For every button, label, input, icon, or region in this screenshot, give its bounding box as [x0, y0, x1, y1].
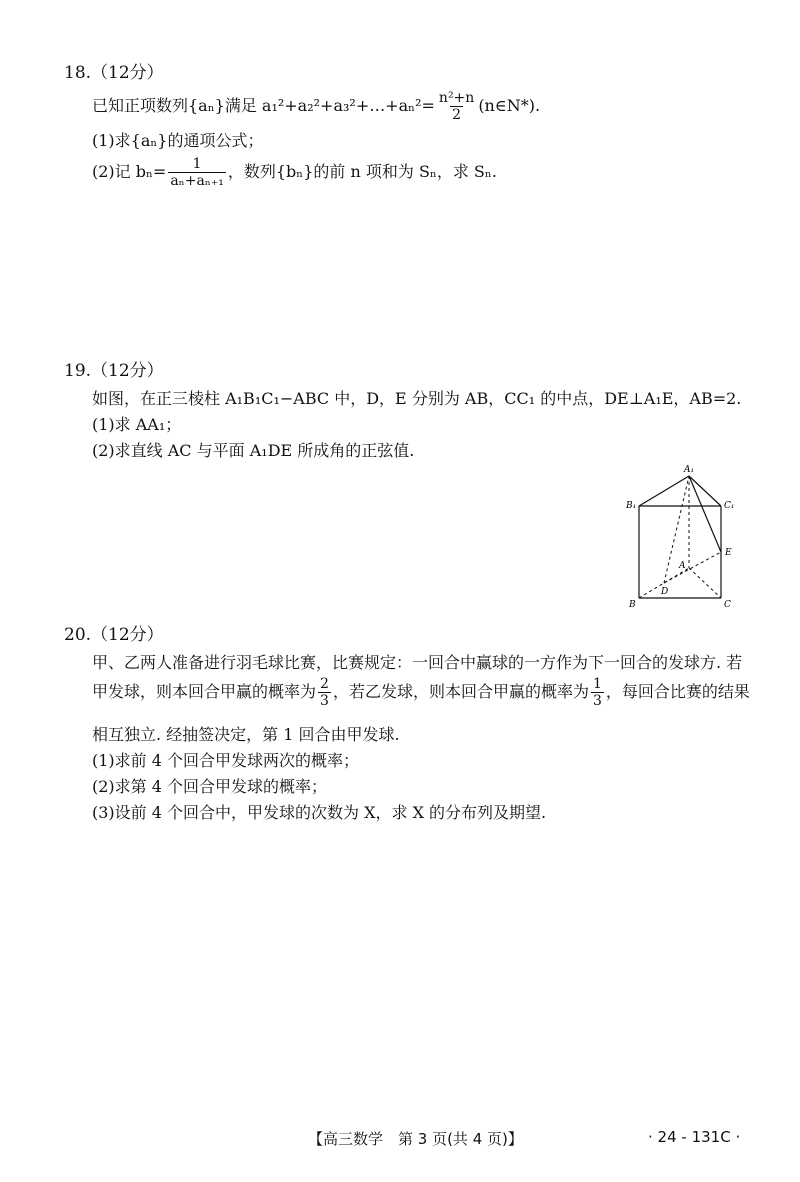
problem-19-head: 19.（12分） — [64, 361, 164, 381]
p19-q2-text: (2)求直线 AC 与平面 A₁DE 所成角的正弦值. — [92, 441, 415, 460]
edge-b1-a1 — [639, 476, 689, 506]
problem-18-stem-line — [92, 90, 540, 123]
p20-frac1-den: 3 — [320, 693, 329, 709]
p20-q2-text: (2)求第 4 个回合甲发球的概率； — [92, 777, 328, 796]
problem-19 — [64, 360, 754, 382]
prism-figure — [625, 462, 745, 612]
p20-line2-prefix: 甲发球，则本回合甲赢的概率为 — [92, 682, 317, 701]
p19-q1-text: (1)求 AA₁； — [92, 415, 182, 434]
label-a1: A₁ — [684, 465, 695, 475]
edge-a-c — [689, 568, 721, 598]
p18-q2-frac-num: 1 — [192, 156, 202, 172]
p18-q2-frac-den: aₙ+aₙ₊₁ — [170, 173, 224, 189]
p20-frac2-num: 1 — [592, 676, 602, 692]
problem-18-q2 — [64, 152, 754, 196]
footer-code: · 24 - 131C · — [648, 1128, 741, 1146]
problem-18-head: 18.（12分） — [64, 63, 164, 83]
segment-a1-e — [689, 476, 721, 552]
p18-q2-fraction — [168, 156, 226, 189]
p19-stem-text: 如图，在正三棱柱 A₁B₁C₁−ABC 中，D，E 分别为 AB，CC₁ 的中点，DE⊥A₁E，AB=2. — [92, 389, 742, 408]
p20-fraction-2 — [591, 676, 604, 709]
p18-frac-den: 2 — [452, 107, 462, 123]
footer-page-info: 【高三数学 第 3 页(共 4 页)】 — [308, 1130, 523, 1148]
problem-20-line2 — [64, 672, 754, 712]
edge-a1-c1 — [689, 476, 721, 506]
p20-frac2-den: 3 — [592, 693, 602, 709]
p18-q2-line — [92, 156, 497, 189]
p18-stem-fraction — [437, 90, 476, 123]
label-e: E — [725, 548, 732, 558]
label-b1: B₁ — [626, 501, 637, 511]
label-a: A — [679, 561, 686, 571]
p20-fraction-1 — [318, 676, 331, 709]
p20-q1-text: (1)求前 4 个回合甲发球两次的概率； — [92, 751, 360, 770]
label-c: C — [724, 600, 731, 610]
p20-q3-text: (3)设前 4 个回合中，甲发球的次数为 X，求 X 的分布列及期望. — [92, 803, 547, 822]
p18-q2-suffix: ，数列{bₙ}的前 n 项和为 Sₙ，求 Sₙ. — [227, 162, 497, 181]
p18-stem-prefix: 已知正项数列{aₙ}满足 a₁²+a₂²+a₃²+…+aₙ²= — [92, 96, 435, 115]
p18-q1-text: (1)求{aₙ}的通项公式； — [92, 131, 264, 150]
problem-18 — [64, 62, 754, 84]
p20-line2 — [92, 676, 750, 709]
label-c1: C₁ — [724, 501, 735, 511]
problem-20 — [64, 624, 754, 646]
p20-frac1-num: 2 — [320, 676, 329, 692]
label-b: B — [629, 600, 636, 610]
problem-18-stem — [64, 86, 754, 126]
p18-stem-suffix: (n∈N*). — [478, 96, 541, 115]
p20-line2-mid: ，若乙发球，则本回合甲赢的概率为 — [332, 682, 589, 701]
p18-q2-prefix: (2)记 bₙ= — [92, 162, 167, 181]
label-d: D — [661, 587, 669, 597]
p20-line1-text: 甲、乙两人准备进行羽毛球比赛，比赛规定：一回合中赢球的一方作为下一回合的发球方. 若 — [92, 653, 743, 672]
p20-line2-suffix: ，每回合比赛的结果 — [605, 682, 750, 701]
p20-line3-text: 相互独立. 经抽签决定，第 1 回合由甲发球. — [92, 725, 400, 744]
problem-20-head: 20.（12分） — [64, 625, 164, 645]
p18-frac-num: n²+n — [438, 90, 475, 106]
